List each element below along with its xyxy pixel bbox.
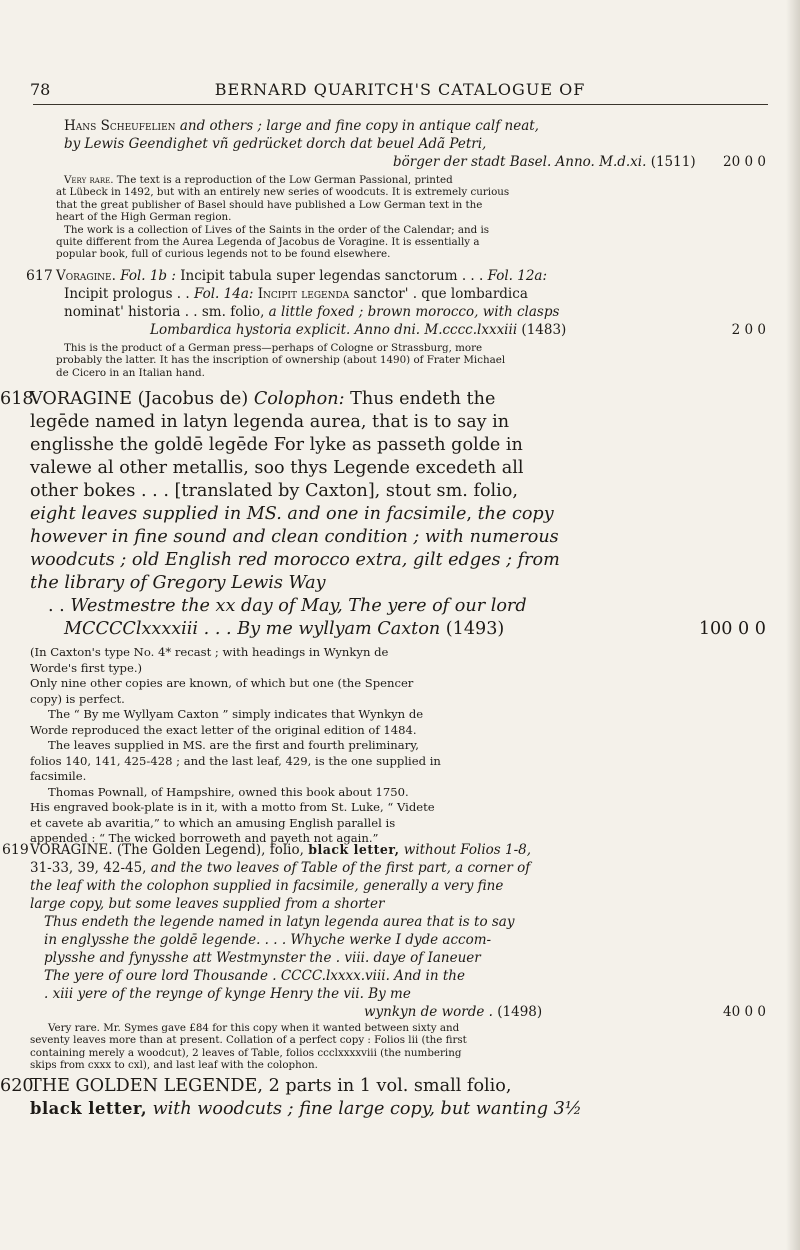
running-title: BERNARD QUARITCH'S CATALOGUE OF xyxy=(214,80,586,99)
price: 20 0 0 xyxy=(723,154,766,170)
entry-619-note: Very rare. Mr. Symes gave £84 for this copy when it wanted between sixty and seventy leaves more than at present. Collation of a perfect copy : Folios lii (the first containing merely a woodcut), 2 leaves of Table, folios ccclxxxxviii (the numbering skips from cxxx to cxl), and last leaf with the colophon. xyxy=(30,1022,467,1072)
page-number: 78 xyxy=(30,80,51,99)
price: 2 0 0 xyxy=(731,322,766,338)
entry-619: 619 VORAGINE. (The Golden Legend), folio, black letter, without Folios 1-8, 31-33, 39, 42-45, and the two leaves of Table of the first part, a corner of the leaf with the colophon supplied in facsimile, generally a very fine large copy, but some leaves supplied from a shorter Thus endeth the legende named in latyn legenda aurea that is to say in englysshe the goldē legende. . . . Whyche werke I dyde accom- plysshe and fynysshe att Westmynster the . viii. daye of Ianeuer The yere of oure lord Thousande . CCCC.lxxxx.viii. And in the . xiii yere of the reynge of kynge Henry the vii. By me wynkyn de worde . (1498) 40 0 0 xyxy=(2,842,766,1020)
price: 100 0 0 xyxy=(698,619,766,639)
price: 40 0 0 xyxy=(723,1004,766,1020)
entry-617-note: This is the product of a German press—perhaps of Cologne or Strassburg, more probably the latter. It has the inscription of ownership (about 1490) of Frater Michael de Cicero in an Italian hand. xyxy=(56,342,506,379)
page-edge-shadow xyxy=(786,0,800,1250)
entry-620: 620 THE GOLDEN LEGENDE, 2 parts in 1 vol. small folio, black letter, with woodcuts ; fine large copy, but wanting 3½ xyxy=(0,1076,582,1119)
entry-617: 617 Voragine. Fol. 1b : Incipit tabula super legendas sanctorum . . . Fol. 12a: Incipit prologus . . Fol. 14a: Incipit legenda sanctor' . que lombardica nominat' historia . . sm. folio, a little foxed ; brown morocco, with clasps Lombardica hystoria explicit. Anno dni. M.cccc.lxxxiii (1483) 2 0 0 xyxy=(26,268,766,338)
header-rule xyxy=(33,104,768,105)
page-header xyxy=(30,80,770,102)
entry-line: börger der stadt Basel. Anno. M.d.xi. (1511) xyxy=(393,154,696,170)
entry-618-note: (In Caxton's type No. 4* recast ; with headings in Wynkyn de Worde's first type.) Only nine other copies are known, of which but one (the Spencer copy) is perfect. The “ By me Wyllyam Caxton ” simply indicates that Wynkyn de Worde reproduced the exact letter of the original edition of 1484. The leaves supplied in MS. are the first and fourth preliminary, folios 140, 141, 425-428 ; and the last leaf, 429, is the one supplied in facsimile. Thomas Pownall, of Hampshire, owned this book about 1750. His engraved book-plate is in it, with a motto from St. Luke, “ Videte et cavete ab avaritia,” to which an amusing English parallel is appended : “ The wicked borroweth and payeth not again.” xyxy=(30,645,441,845)
entry-line: by Lewis Geendighet vñ gedrücket dorch dat beuel Adã Petri, xyxy=(64,136,487,152)
entry-scheufelien-note: Very rare. The text is a reproduction of the Low German Passional, printed at Lübeck in 1492, but with an entirely new series of woodcuts. It is extremely curious that the great publisher of Basel should have published a Low German text in the heart of the High German region. The work is a collection of Lives of the Saints in the order of the Calendar; and is quite different from the Aurea Legenda of Jacobus de Voragine. It is essentially a popular book, full of curious legends not to be found elsewhere. xyxy=(56,174,510,261)
entry-line: Hans Scheufelien and others ; large and fine copy in antique calf neat, xyxy=(64,118,539,134)
entry-618: 618 VORAGINE (Jacobus de) Colophon: Thus endeth the legēde named in latyn legenda aurea, that is to say in englisshe the goldē legēde For lyke as passeth golde in valewe al other metallis, soo thys Legende excedeth all other bokes . . . [translated by Caxton], stout sm. folio, eight leaves supplied in MS. and one in facsimile, the copy however in fine sound and clean condition ; with numerous woodcuts ; old English red morocco extra, gilt edges ; from the library of Gregory Lewis Way . . Westmestre the xx day of May, The yere of our lord MCCCClxxxxiii . . . By me wyllyam Caxton (1493) 100 0 0 xyxy=(0,389,766,639)
